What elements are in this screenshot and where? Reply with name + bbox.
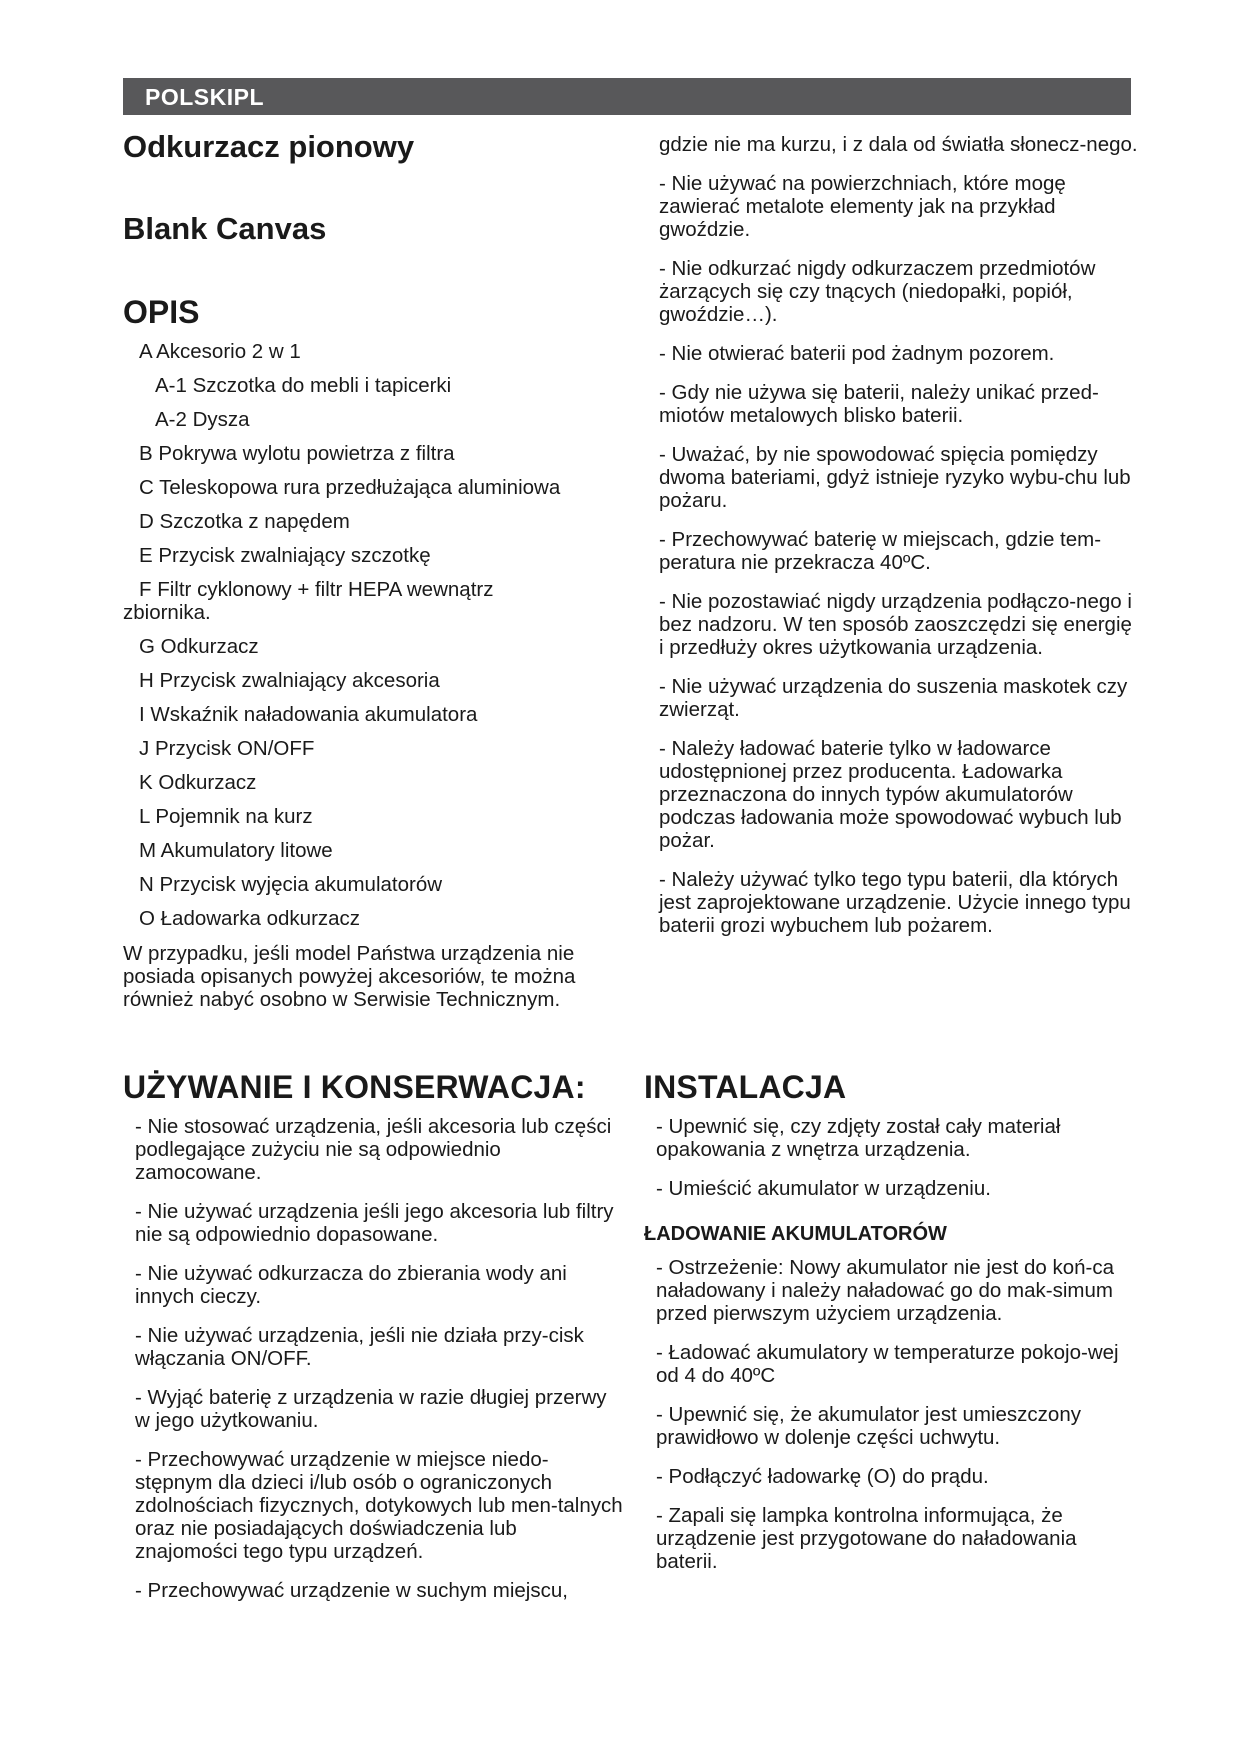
installation-heading: INSTALACJA xyxy=(644,1069,847,1105)
paragraph: - Nie otwierać baterii pod żadnym pozorem. xyxy=(659,342,1055,365)
paragraph: - Nie używać urządzenia jeśli jego akcesoria lub filtry nie są odpowiednio dopasowane. xyxy=(135,1200,614,1246)
usage-heading: UŻYWANIE I KONSERWACJA: xyxy=(123,1069,586,1105)
list-item: D Szczotka z napędem xyxy=(139,510,350,533)
product-title: Odkurzacz pionowy xyxy=(123,129,415,164)
list-item: G Odkurzacz xyxy=(139,635,259,658)
paragraph: - Gdy nie używa się baterii, należy unikać przed-miotów metalowych blisko baterii. xyxy=(659,381,1099,427)
paragraph: - Należy ładować baterie tylko w ładowarce udostępnionej przez producenta. Ładowarka przeznaczona do innych typów akumulatorów podczas ładowania może spowodować wybuch lub pożar. xyxy=(659,737,1122,852)
list-item: B Pokrywa wylotu powietrza z filtra xyxy=(139,442,455,465)
paragraph: - Nie używać urządzenia do suszenia maskotek czy zwierząt. xyxy=(659,675,1128,721)
charging-subheading: ŁADOWANIE AKUMULATORÓW xyxy=(644,1223,947,1245)
paragraph: - Przechowywać urządzenie w miejsce niedo-stępnym dla dzieci i/lub osób o ograniczonych zdolnościach fizycznych, dotykowych lub men-talnych oraz nie posiadających doświadczenia lub znajomości tego typu urządzeń. xyxy=(135,1448,623,1563)
paragraph: - Ładować akumulatory w temperaturze pokojo-wej od 4 do 40ºC xyxy=(656,1341,1119,1387)
paragraph: - Nie używać urządzenia, jeśli nie działa przy-cisk włączania ON/OFF. xyxy=(135,1324,584,1370)
list-item xyxy=(123,578,623,624)
parts-list xyxy=(123,340,623,930)
paragraph: - Nie pozostawiać nigdy urządzenia podłączo-nego i bez nadzoru. W ten sposób zaoszczędzi się energię i przedłuży okres użytkowania urządzenia. xyxy=(659,590,1132,659)
paragraph: - Należy używać tylko tego typu baterii, dla których jest zaprojektowane urządzenie. Użycie innego typu baterii grozi wybuchem lub pożarem. xyxy=(659,868,1131,937)
accessories-note: W przypadku, jeśli model Państwa urządzenia nie posiada opisanych powyżej akcesoriów, te można również nabyć osobno w Serwisie Technicznym. xyxy=(123,942,576,1011)
opis-heading: OPIS xyxy=(123,294,200,330)
list-item-continuation: zbiornika. xyxy=(123,601,211,624)
paragraph: - Umieścić akumulator w urządzeniu. xyxy=(656,1177,991,1200)
paragraph: - Nie odkurzać nigdy odkurzaczem przedmiotów żarzących się czy tnących (niedopałki, popiół, gwoździe…). xyxy=(659,257,1096,326)
list-item: O Ładowarka odkurzacz xyxy=(139,907,361,930)
paragraph: - Przechowywać urządzenie w suchym miejscu, xyxy=(135,1579,568,1602)
product-model: Blank Canvas xyxy=(123,211,327,246)
paragraph: - Przechowywać baterię w miejscach, gdzie tem-peratura nie przekracza 40ºC. xyxy=(659,528,1102,574)
paragraph: - Nie używać na powierzchniach, które mogę zawierać metalote elementy jak na przykład gwoździe. xyxy=(659,172,1066,241)
list-item: K Odkurzacz xyxy=(139,771,257,794)
list-item: A-1 Szczotka do mebli i tapicerki xyxy=(155,374,452,397)
list-item: H Przycisk zwalniający akcesoria xyxy=(139,669,440,692)
list-item-text: F Filtr cyklonowy + filtr HEPA wewnątrz xyxy=(139,578,494,601)
language-header-bar xyxy=(123,78,1131,115)
safety-column xyxy=(659,133,1139,953)
list-item: M Akumulatory litowe xyxy=(139,839,333,862)
list-item: A-2 Dysza xyxy=(155,408,250,431)
language-label: POLSKIPL xyxy=(145,84,265,110)
list-item: L Pojemnik na kurz xyxy=(139,805,313,828)
paragraph: - Podłączyć ładowarkę (O) do prądu. xyxy=(656,1465,989,1488)
description-column xyxy=(123,128,623,1011)
paragraph: - Zapali się lampka kontrolna informująca, że urządzenie jest przygotowane do naładowania baterii. xyxy=(656,1504,1077,1573)
paragraph: - Nie używać odkurzacza do zbierania wody ani innych cieczy. xyxy=(135,1262,567,1308)
paragraph: - Ostrzeżenie: Nowy akumulator nie jest do koń-ca naładowany i należy naładować go do mak-simum przed pierwszym użyciem urządzenia. xyxy=(656,1256,1115,1325)
list-item: J Przycisk ON/OFF xyxy=(139,737,315,760)
list-item: E Przycisk zwalniający szczotkę xyxy=(139,544,431,567)
list-item: I Wskaźnik naładowania akumulatora xyxy=(139,703,478,726)
installation-column xyxy=(644,1067,1134,1589)
paragraph: - Upewnić się, czy zdjęty został cały materiał opakowania z wnętrza urządzenia. xyxy=(656,1115,1061,1161)
list-item: C Teleskopowa rura przedłużająca aluminiowa xyxy=(139,476,561,499)
list-item: N Przycisk wyjęcia akumulatorów xyxy=(139,873,443,896)
paragraph: - Uważać, by nie spowodować spięcia pomiędzy dwoma bateriami, gdyż istnieje ryzyko wybu-chu lub pożaru. xyxy=(659,443,1131,512)
usage-column xyxy=(123,1067,623,1618)
paragraph: - Wyjąć baterię z urządzenia w razie długiej przerwy w jego użytkowaniu. xyxy=(135,1386,607,1432)
paragraph: gdzie nie ma kurzu, i z dala od światła słonecz-nego. xyxy=(659,133,1138,156)
paragraph: - Upewnić się, że akumulator jest umieszczony prawidłowo w dolenje części uchwytu. xyxy=(656,1403,1081,1449)
list-item: A Akcesorio 2 w 1 xyxy=(139,340,301,363)
paragraph: - Nie stosować urządzenia, jeśli akcesoria lub części podlegające zużyciu nie są odpowiednio zamocowane. xyxy=(135,1115,612,1184)
